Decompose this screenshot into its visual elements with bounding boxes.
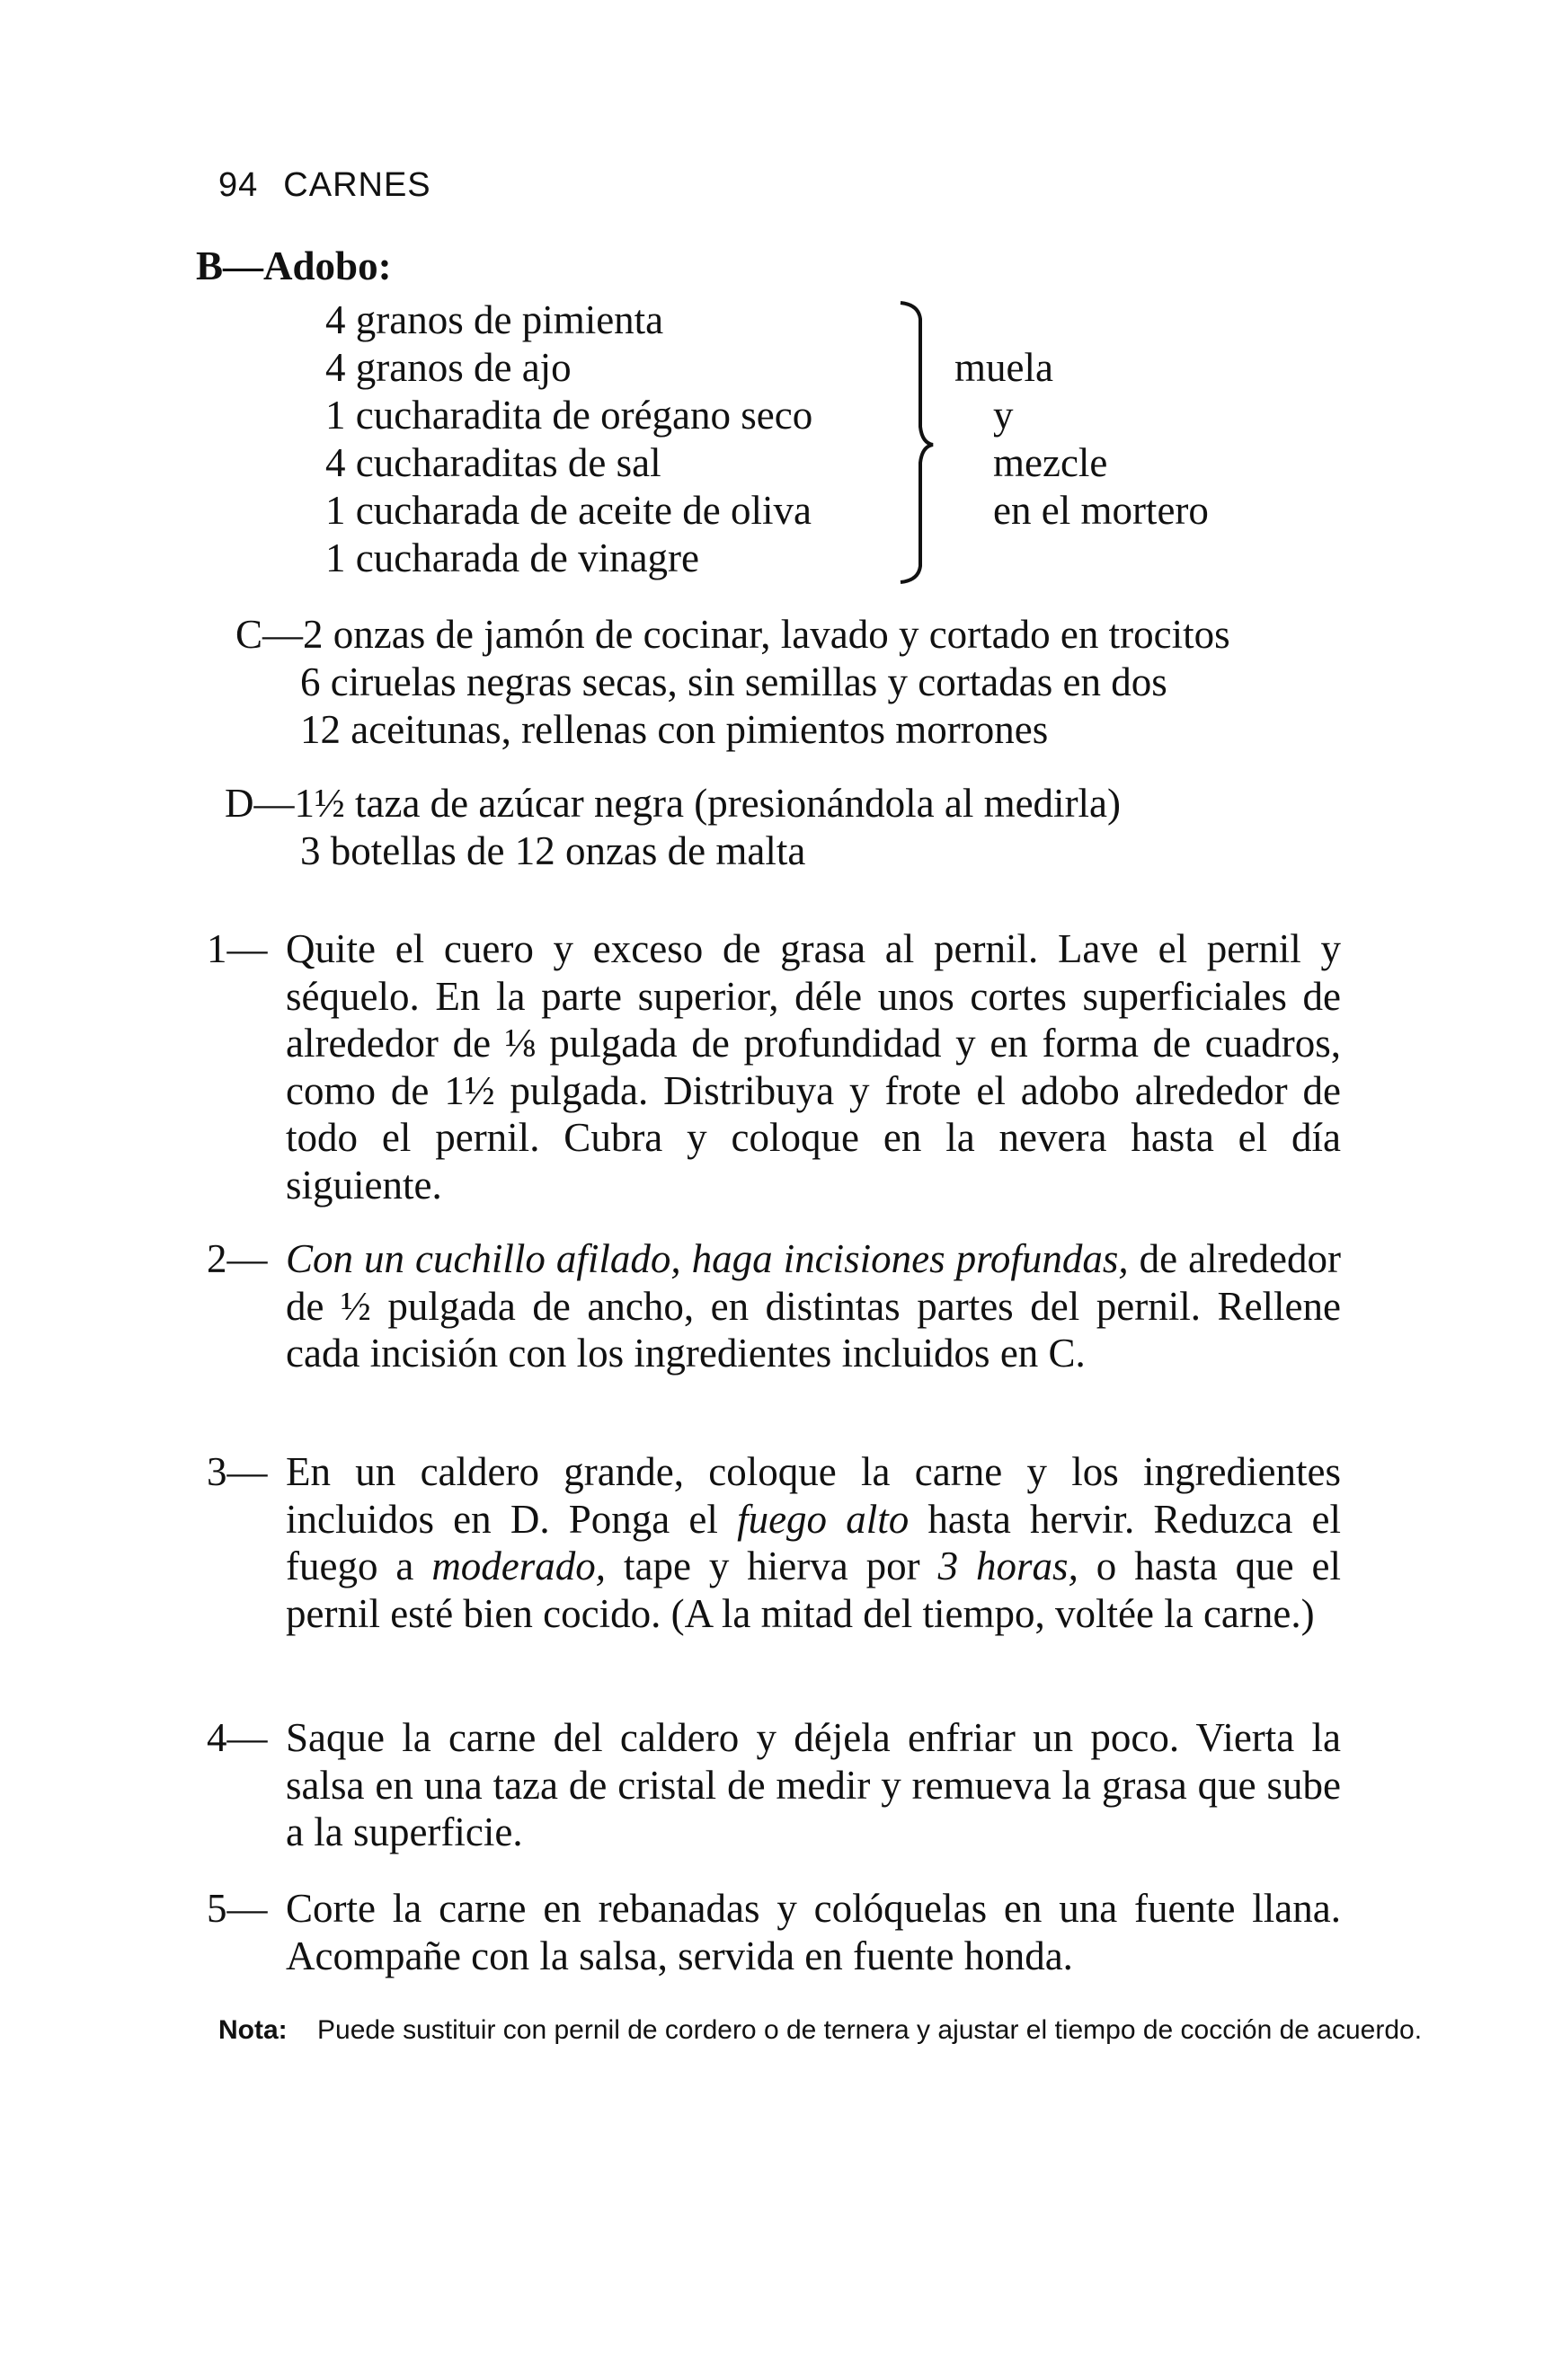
section-c-line: C—2 onzas de jamón de cocinar, lavado y cortado en trocitos	[235, 612, 1230, 657]
adobo-heading: B—Adobo:	[196, 243, 392, 288]
step-4	[207, 1714, 1341, 1856]
step-text: Saque la carne del caldero y déjela enfriar un poco. Vierta la salsa en una taza de cristal de medir y remueva la grasa que sube a la superficie.	[286, 1715, 1341, 1854]
step-2	[207, 1235, 1341, 1377]
adobo-item: 4 granos de pimienta	[325, 297, 664, 342]
step-number: 4—	[207, 1715, 268, 1760]
grouping-brace	[899, 301, 935, 584]
adobo-instruction: y	[993, 393, 1014, 438]
step-number: 5—	[207, 1886, 268, 1931]
section-title: CARNES	[283, 166, 431, 204]
section-d-line: D—1½ taza de azúcar negra (presionándola al medirla)	[225, 781, 1122, 826]
step-text: Corte la carne en rebanadas y colóquelas en una fuente llana. Acompañe con la salsa, servida en fuente honda.	[286, 1886, 1341, 1978]
adobo-instruction: en el mortero	[993, 488, 1209, 533]
section-c-line: 6 ciruelas negras secas, sin semillas y cortadas en dos	[300, 659, 1167, 704]
step-3	[207, 1448, 1341, 1637]
note-text: Puede sustituir con pernil de cordero o de ternera y ajustar el tiempo de cocción de acuerdo.	[317, 2015, 1423, 2045]
page-number: 94	[218, 166, 259, 204]
adobo-item: 4 granos de ajo	[325, 345, 572, 390]
step-number: 1—	[207, 926, 268, 971]
adobo-item: 1 cucharada de aceite de oliva	[325, 488, 812, 533]
section-d-line: 3 botellas de 12 onzas de malta	[300, 828, 806, 873]
adobo-item: 1 cucharada de vinagre	[325, 535, 700, 580]
page-header	[218, 166, 431, 205]
note-label: Nota:	[218, 2015, 288, 2045]
step-text: Quite el cuero y exceso de grasa al pernil. Lave el pernil y séquelo. En la parte superior, déle unos cortes superficiales de alrededor de ⅛ pulgada de profundidad y en forma de cuadros, como de 1½ pulgada. Distribuya y frote el adobo alrededor de todo el pernil. Cubra y coloque en la nevera hasta el día siguiente.	[286, 926, 1341, 1208]
section-c-line: 12 aceitunas, rellenas con pimientos morrones	[300, 707, 1049, 752]
adobo-item: 1 cucharadita de orégano seco	[325, 393, 813, 438]
step-number: 3—	[207, 1449, 268, 1494]
step-text: Con un cuchillo afilado, haga incisiones profundas, de alrededor de ½ pulgada de ancho, en distintas partes del pernil. Rellene cada incisión con los ingredientes incluidos en C.	[286, 1236, 1341, 1376]
adobo-item: 4 cucharaditas de sal	[325, 440, 661, 485]
adobo-instruction: mezcle	[993, 440, 1108, 485]
step-text: En un caldero grande, coloque la carne y los ingredientes incluidos en D. Ponga el fuego alto hasta hervir. Reduzca el fuego a moderado, tape y hierva por 3 horas, o hasta que el pernil esté bien cocido. (A la mitad del tiempo, voltée la carne.)	[286, 1449, 1341, 1636]
adobo-instruction: muela	[954, 345, 1053, 390]
step-number: 2—	[207, 1236, 268, 1281]
step-5	[207, 1885, 1341, 1979]
step-1	[207, 925, 1341, 1208]
